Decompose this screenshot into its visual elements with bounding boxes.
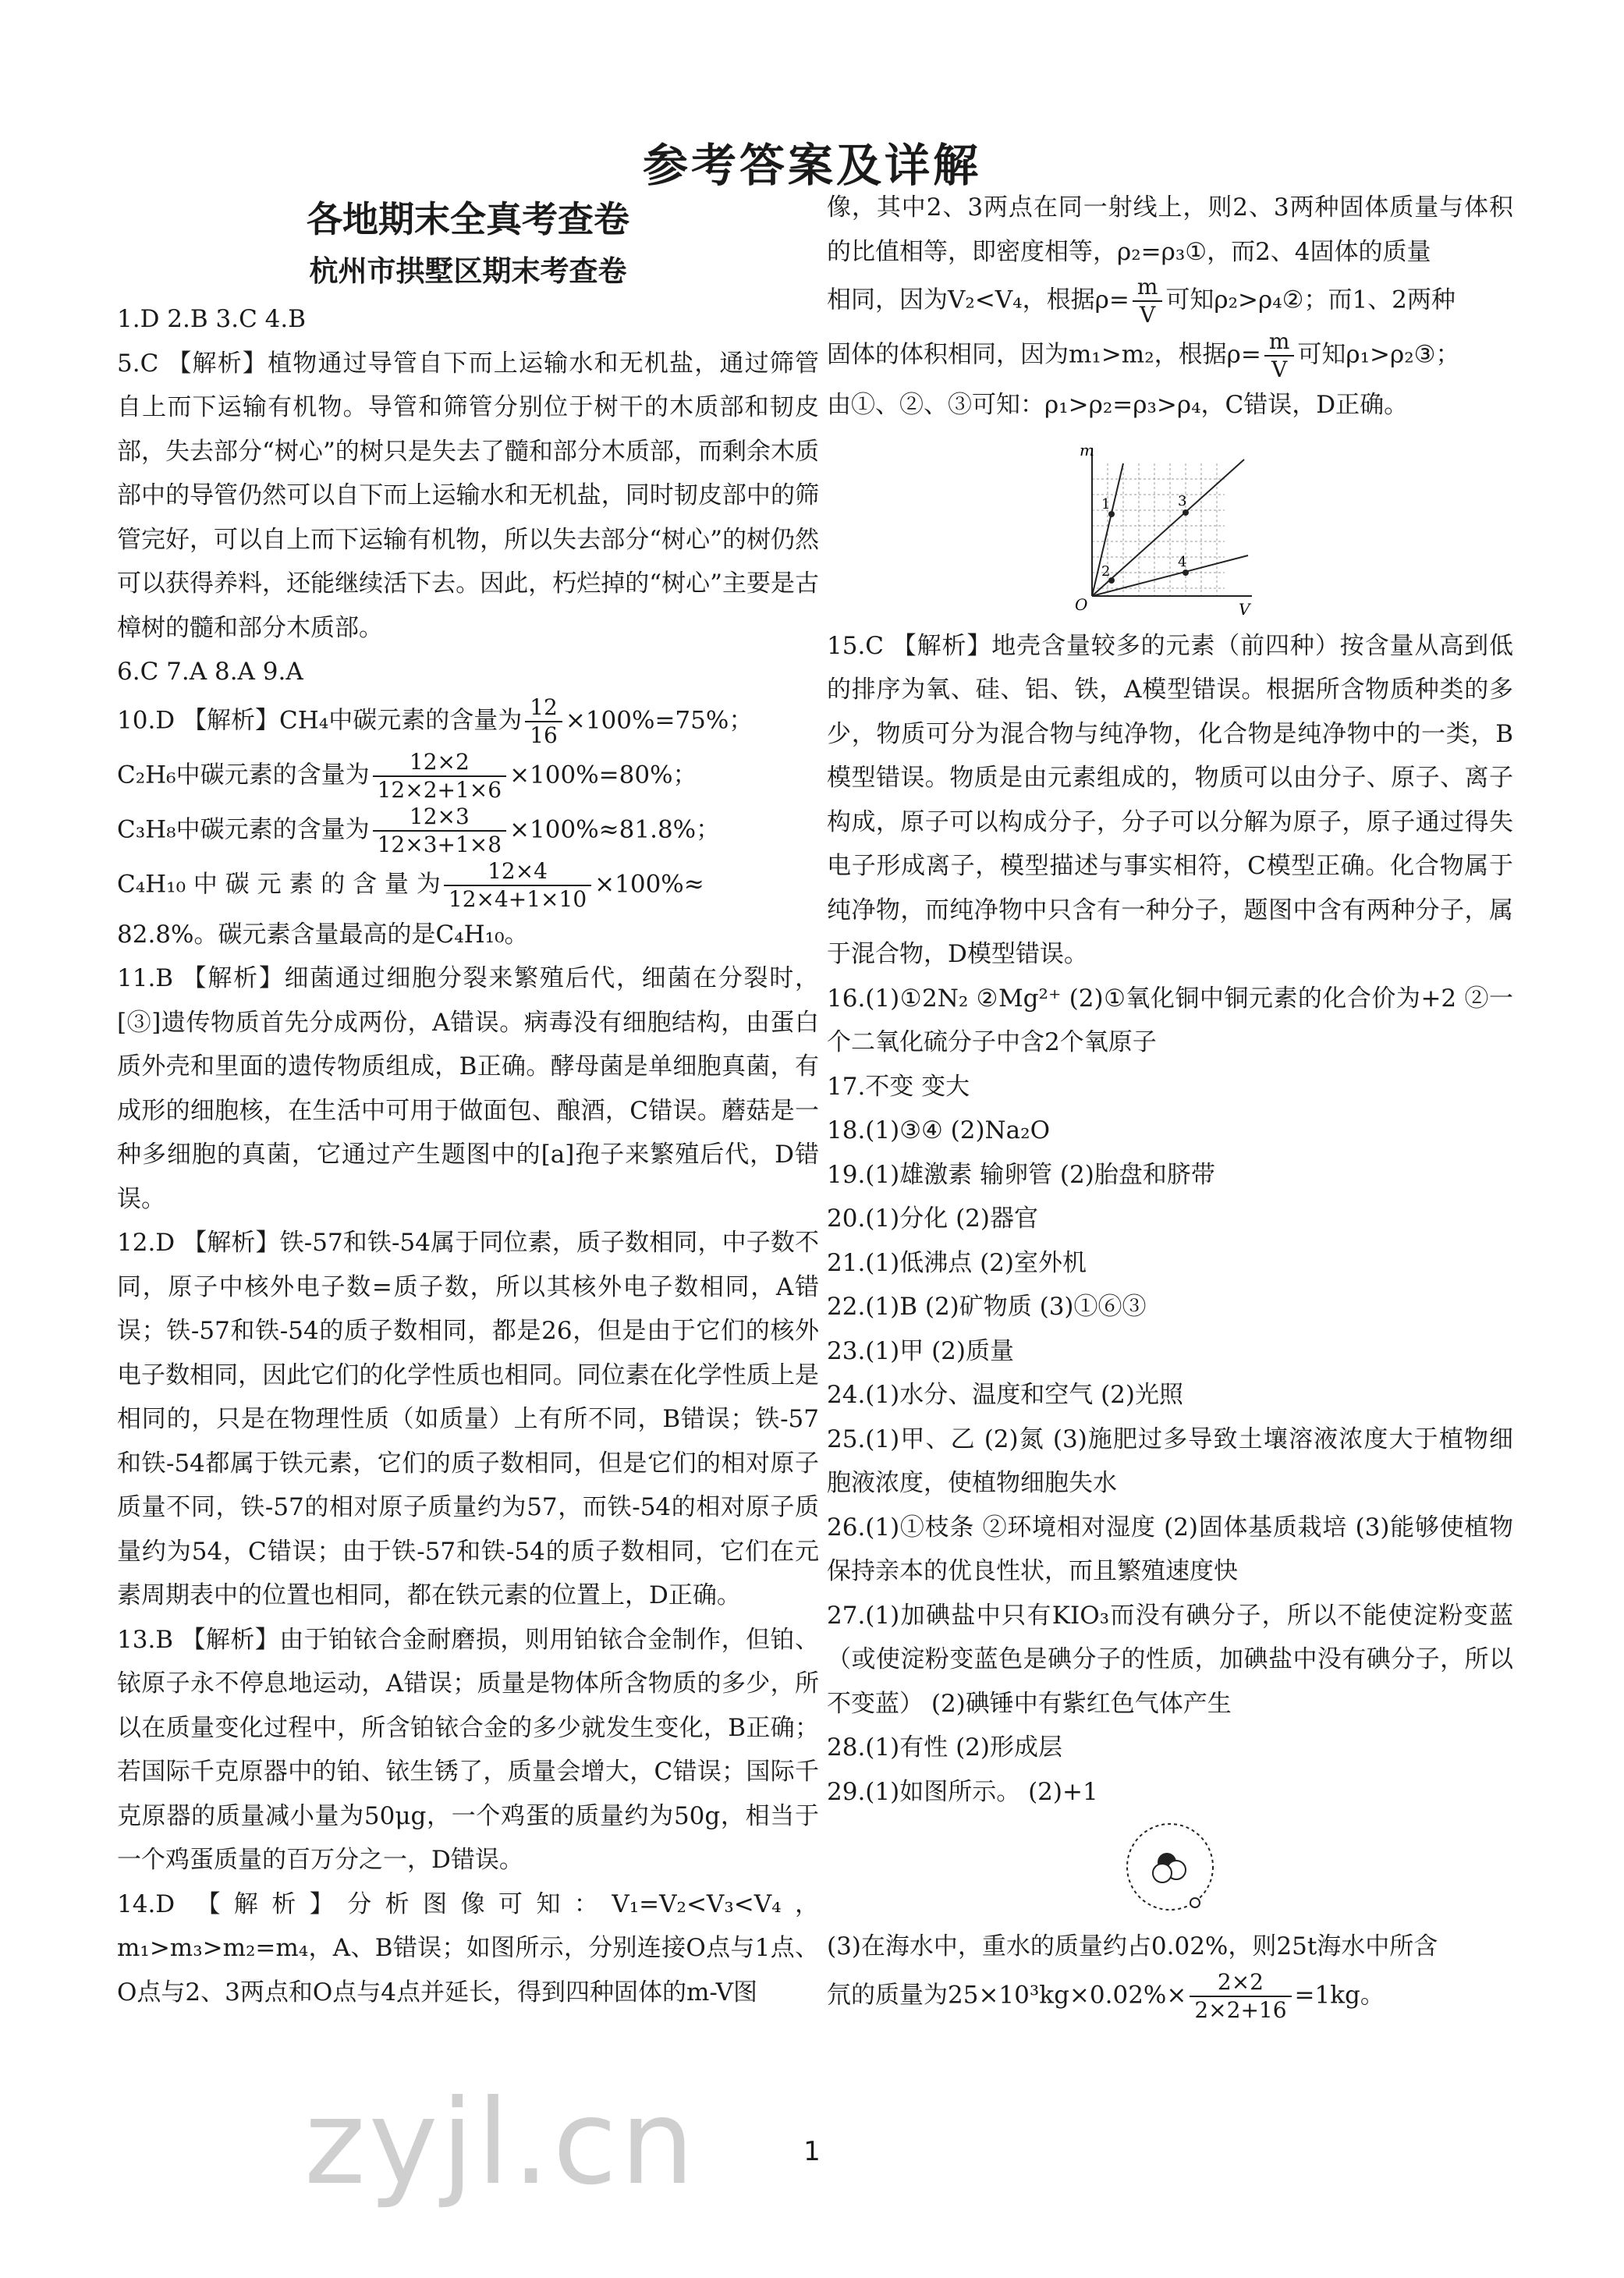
fraction: $\frac{12\times 3}{12\times 3+1\times 8}$: [373, 804, 506, 858]
answer-29-part3: (3)在海水中，重水的质量约占0.02%，则25t海水中所含: [827, 1932, 1438, 1960]
answer-28: 28.(1)有性 (2)形成层: [827, 1733, 1062, 1762]
answer-10-line1: 10.D 【解析】CH₄中碳元素的含量为 $\frac{12}{16}$ ×100%=75%；: [117, 694, 753, 748]
answer-14-cont-2: 相同，因为V₂<V₄，根据ρ= $\frac{m}{V}$ 可知ρ₂>ρ₄②；而1、2两种: [827, 274, 1456, 328]
answer-16: 16.(1)①2N₂ ②Mg²⁺ (2)①氧化铜中铜元素的化合价为+2 ②一个二氧化硫分子中含2个氧原子: [827, 984, 1513, 1056]
answer-14-cont-1: 像，其中2、3两点在同一射线上，则2、3两种固体质量与体积的比值相等，即密度相等，ρ₂=ρ₃①，而2、4固体的质量: [827, 193, 1513, 266]
answer-20: 20.(1)分化 (2)器官: [827, 1205, 1038, 1233]
answer-29: 29.(1)如图所示。 (2)+1: [827, 1777, 1098, 1806]
answer-10-line4: C₄H₁₀ 中 碳 元 素 的 含 量 为 $\frac{12\times 4}{12\times 4+1\times 10}$ ×100%≈: [117, 857, 704, 912]
left-column: [117, 191, 819, 2014]
answer-12: 12.D 【解析】铁-57和铁-54属于同位素，质子数相同，中子数不同，原子中核外电子数=质子数，所以其核外电子数相同，A错误；铁-57和铁-54的质子数相同，都是26，但是由于它们的核外电子数相同，因此它们的化学性质也相同。同位素在化学性质上是相同的，只是在物理性质（如质量）上有所不同，B错误；铁-57和铁-54都属于铁元素，它们的质子数相同，但是它们的相对原子质量不同，铁-57的相对原子质量约为57，而铁-54的相对原子质量约为54，C错误；由于铁-57和铁-54的质子数相同，它们在元素周期表中的位置也相同，都在铁元素的位置上，D正确。: [117, 1229, 819, 1609]
answer-22: 22.(1)B (2)矿物质 (3)①⑥③: [827, 1293, 1147, 1321]
sub-title: 杭州市拱墅区期末考查卷: [309, 254, 627, 288]
fraction: $\frac{12\times 2}{12\times 2+1\times 6}$: [373, 749, 506, 804]
answer-14: 14.D 【解析】分析图像可知：V₁=V₂<V₃<V₄，m₁>m₃>m₂=m₄，A、B错误；如图所示，分别连接O点与1点、O点与2、3两点和O点与4点并延长，得到四种固体的m-V图: [117, 1889, 819, 2007]
page-title: 参考答案及详解: [642, 139, 981, 192]
answer-15: 15.C 【解析】地壳含量较多的元素（前四种）按含量从高到低的排序为氧、硅、铝、铁，A模型错误。根据所含物质种类的多少，物质可分为混合物与纯净物，化合物是纯净物中的一类，B模型错误。物质是由元素组成的，物质可以由分子、原子、离子构成，原子可以构成分子，分子可以分解为原子，原子通过得失电子形成离子，模型描述与事实相符，C模型正确。化合物属于纯净物，而纯净物中只含有一种分子，题图中含有两种分子，属于混合物，D模型错误。: [827, 631, 1513, 968]
page-number: 1: [803, 2136, 821, 2167]
answer-17: 17.不变 变大: [827, 1072, 970, 1101]
answer-26: 26.(1)①枝条 ②环境相对湿度 (2)固体基质栽培 (3)能够使植物保持亲本的优良性状，而且繁殖速度快: [827, 1513, 1513, 1585]
m-v-graph: [1069, 432, 1271, 619]
atom-model-diagram: [1115, 1818, 1225, 1920]
answer-14-cont-3: 固体的体积相同，因为m₁>m₂，根据ρ= $\frac{m}{V}$ 可知ρ₁>ρ₂③；: [827, 328, 1460, 382]
right-column: [827, 186, 1513, 2024]
answer-23: 23.(1)甲 (2)质量: [827, 1336, 1014, 1365]
fraction: $\frac{12}{16}$: [525, 694, 562, 749]
fraction: $\frac{m}{V}$: [1264, 328, 1295, 383]
answer-10-line5: 82.8%。碳元素含量最高的是C₄H₁₀。: [117, 920, 529, 949]
section-title: 各地期末全真考查卷: [307, 198, 629, 240]
answers-1-4: 1.D 2.B 3.C 4.B: [117, 305, 307, 333]
origin-label: O: [1075, 594, 1088, 614]
point-4: [1183, 570, 1189, 576]
answer-21: 21.(1)低沸点 (2)室外机: [827, 1248, 1087, 1277]
point-1-label: 1: [1101, 495, 1111, 513]
y-label: m: [1080, 440, 1094, 460]
answer-29-part3-cont: 氘的质量为25×10³kg×0.02%× $\frac{2\times 2}{2\times 2+16}$ =1kg。: [827, 1968, 1385, 2023]
answer-18: 18.(1)③④ (2)Na₂O: [827, 1116, 1051, 1144]
point-2-label: 2: [1101, 562, 1111, 580]
answers-6-9: 6.C 7.A 8.A 9.A: [117, 658, 303, 686]
electron: [1190, 1898, 1200, 1907]
point-4-label: 4: [1178, 553, 1187, 570]
answer-25: 25.(1)甲、乙 (2)氮 (3)施肥过多导致土壤溶液浓度大于植物细胞液浓度，使植物细胞失水: [827, 1425, 1513, 1497]
answer-11: 11.B 【解析】细菌通过细胞分裂来繁殖后代，细菌在分裂时，[③]遗传物质首先分成两份，A错误。病毒没有细胞结构，由蛋白质外壳和里面的遗传物质组成，B正确。酵母菌是单细胞真菌，有成形的细胞核，在生活中可用于做面包、酿酒，C错误。蘑菇是一种多细胞的真菌，它通过产生题图中的[a]孢子来繁殖后代，D错误。: [117, 964, 819, 1213]
fraction: $\frac{2\times 2}{2\times 2+16}$: [1190, 1969, 1291, 2024]
answer-13: 13.B 【解析】由于铂铱合金耐磨损，则用铂铱合金制作，但铂、铱原子永不停息地运动，A错误；质量是物体所含物质的多少，所以在质量变化过程中，所含铂铱合金的多少就发生变化，B正确；若国际千克原器中的铂、铱生锈了，质量会增大，C错误；国际千克原器的质量减小量为50μg，一个鸡蛋的质量约为50g，相当于一个鸡蛋质量的百万分之一，D错误。: [117, 1625, 819, 1874]
answer-24: 24.(1)水分、温度和空气 (2)光照: [827, 1381, 1183, 1409]
answer-19: 19.(1)雄激素 输卵管 (2)胎盘和脐带: [827, 1160, 1215, 1189]
watermark: zyjl.cn: [304, 2075, 698, 2211]
answer-14-cont-4: 由①、②、③可知：ρ₁>ρ₂=ρ₃>ρ₄，C错误，D正确。: [827, 391, 1409, 419]
point-3: [1183, 509, 1189, 516]
fraction: $\frac{12\times 4}{12\times 4+1\times 10}$: [444, 858, 591, 913]
point-3-label: 3: [1178, 492, 1187, 509]
answer-10-line3: C₃H₈中碳元素的含量为 $\frac{12\times 3}{12\times 3+1\times 8}$ ×100%≈81.8%；: [117, 803, 721, 857]
fraction: $\frac{m}{V}$: [1133, 274, 1163, 328]
answer-5: 5.C 【解析】植物通过导管自下而上运输水和无机盐，通过筛管自上而下运输有机物。导管和筛管分别位于树干的木质部和韧皮部，失去部分“树心”的树只是失去了髓和部分木质部，而剩余木质部中的导管仍然可以自下而上运输水和无机盐，同时韧皮部中的筛管完好，可以自上而下运输有机物，所以失去部分“树心”的树仍然可以获得养料，还能继续活下去。因此，朽烂掉的“树心”主要是古樟树的髓和部分木质部。: [117, 349, 819, 642]
answer-10-line2: C₂H₆中碳元素的含量为 $\frac{12\times 2}{12\times 2+1\times 6}$ ×100%=80%；: [117, 748, 697, 803]
answer-27: 27.(1)加碘盐中只有KIO₃而没有碘分子，所以不能使淀粉变蓝（或使淀粉变蓝色是碘分子的性质，加碘盐中没有碘分子，所以不变蓝） (2)碘锤中有紫红色气体产生: [827, 1601, 1513, 1718]
x-label: V: [1239, 599, 1250, 619]
